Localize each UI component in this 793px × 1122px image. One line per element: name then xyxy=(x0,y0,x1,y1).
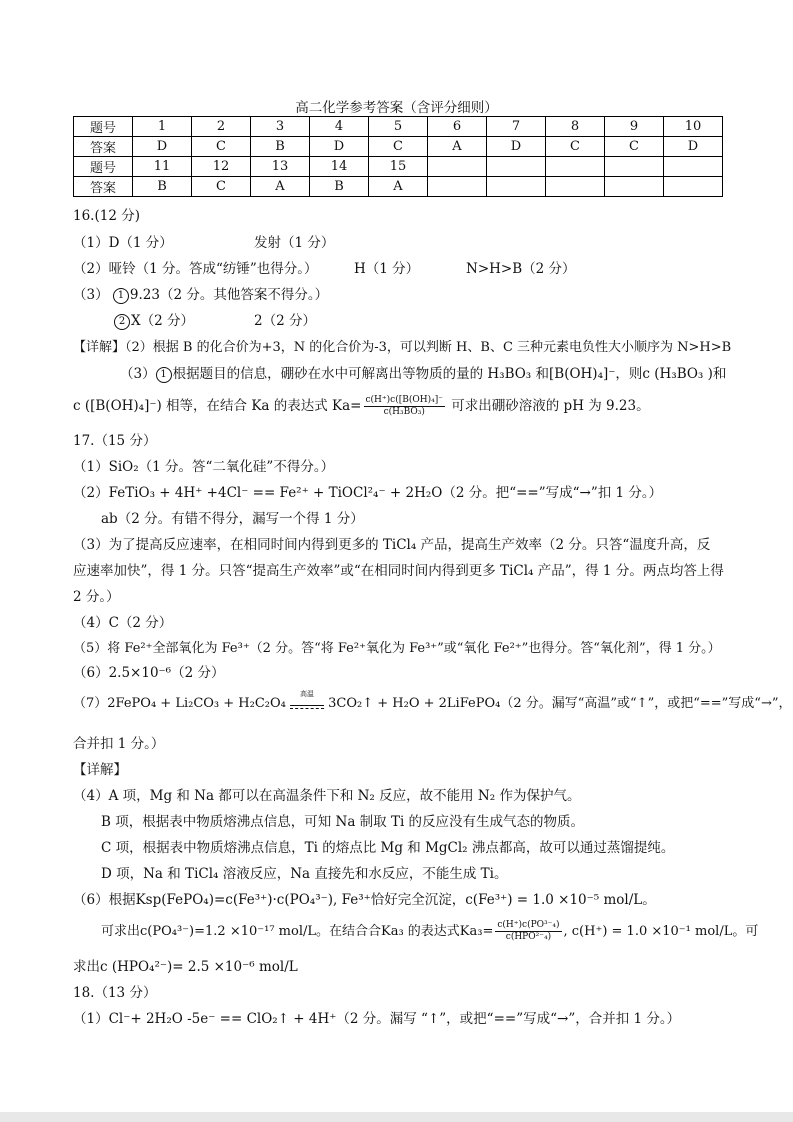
ka3-text: 可求出c(PO₄³⁻)=1.2 ×10⁻¹⁷ mol/L。在结合合Ka₃ 的表达式Ka₃= xyxy=(101,924,494,939)
table-cell: D xyxy=(133,137,192,157)
reaction-condition: 高温 xyxy=(300,690,315,698)
table-cell xyxy=(664,157,723,177)
q17-detail-line3: C 项，根据表中物质熔沸点信息，Ti 的熔点比 Mg 和 MgCl₂ 沸点都高，故可以通过蒸馏提纯。 xyxy=(101,840,675,856)
table-cell xyxy=(428,157,487,177)
q16-line1b: 发射（1 分） xyxy=(254,235,335,251)
q16-line1a: （1）D（1 分） xyxy=(73,235,173,251)
circled-number: 2 xyxy=(114,314,130,330)
table-cell: 11 xyxy=(133,157,192,177)
table-cell: C xyxy=(369,137,428,157)
q16-line4b: 2（2 分） xyxy=(254,313,316,329)
q17-detail-line1: （4）A 项，Mg 和 Na 都可以在高温条件下和 N₂ 反应，故不能用 N₂ 作为保护气。 xyxy=(73,788,581,804)
table-cell: B xyxy=(133,177,192,197)
table-row xyxy=(74,177,723,197)
ka-denominator: c(H₃BO₃) xyxy=(383,407,425,417)
q17-line1: （1）SiO₂（1 分。答“二氧化硅”不得分。） xyxy=(73,459,335,475)
table-cell: D xyxy=(310,137,369,157)
table-cell: 8 xyxy=(546,117,605,137)
q16-detail-line3-text: c ([B(OH)₄]⁻) 相等，在结合 Ka 的表达式 Ka= xyxy=(73,398,362,414)
q17-line6: 2 分。） xyxy=(73,589,120,605)
table-cell xyxy=(605,157,664,177)
q17-line4: （3）为了提高反应速率，在相同时间内得到更多的 TiCl₄ 产品，提高生产效率（2 分。只答“温度升高，反 xyxy=(73,537,711,553)
q17-detail-line4: D 项，Na 和 TiCl₄ 溶液反应，Na 直接先和水反应，不能生成 Ti。 xyxy=(101,866,508,882)
table-row xyxy=(74,117,723,137)
q16-heading: 16.(12 分) xyxy=(73,208,140,224)
q16-detail-line2 xyxy=(120,362,726,383)
q16-line4-text: X（2 分） xyxy=(131,313,194,329)
page-bottom-edge xyxy=(0,1112,793,1122)
table-cell: 10 xyxy=(664,117,723,137)
ka3-end: , c(H⁺) = 1.0 ×10⁻¹ mol/L。可 xyxy=(563,924,759,939)
q16-detail-line3-end: 可求出硼砂溶液的 pH 为 9.23。 xyxy=(451,398,650,414)
q16-line3 xyxy=(73,283,328,304)
q17-line10 xyxy=(73,692,791,711)
table-cell: D xyxy=(487,137,546,157)
table-cell: 6 xyxy=(428,117,487,137)
q17-line3: ab（2 分。有错不得分，漏写一个得 1 分） xyxy=(101,511,364,527)
q17-detail-line5: （6）根据Ksp(FePO₄)=c(Fe³⁺)·c(PO₄³⁻), Fe³⁺恰好完全沉淀，c(Fe³⁺) = 1.0 ×10⁻⁵ mol/L。 xyxy=(73,892,656,908)
reaction-arrow xyxy=(290,690,324,709)
circled-number: 1 xyxy=(156,367,172,383)
q16-detail-line2-end: c (H₃BO₃ )和 xyxy=(642,366,727,382)
answer-table xyxy=(73,116,723,197)
q16-detail-line2-text: 根据题目的信息，硼砂在水中可解离出等物质的量的 H₃BO₃ 和[B(OH)₄]⁻，则 xyxy=(172,366,643,382)
q18-heading: 18.（13 分） xyxy=(73,985,157,1001)
table-cell: 4 xyxy=(310,117,369,137)
ka3-denominator: c(HPO²⁻₄) xyxy=(505,932,552,942)
table-cell: 14 xyxy=(310,157,369,177)
row-header-cell: 答案 xyxy=(74,177,133,197)
table-cell xyxy=(664,177,723,197)
table-cell xyxy=(428,177,487,197)
row-header-cell: 题号 xyxy=(74,157,133,177)
ka3-numerator: c(H⁺)c(PO³⁻₄) xyxy=(497,920,560,930)
table-cell: A xyxy=(428,137,487,157)
q17-line9: （6）2.5×10⁻⁶（2 分） xyxy=(73,665,225,681)
row-header-cell: 答案 xyxy=(74,137,133,157)
q16-line3-prefix: （3） xyxy=(73,287,109,303)
ka-fraction xyxy=(364,395,445,418)
equation-right: 3CO₂↑ + H₂O + 2LiFePO₄（2 分。漏写“高温”或“↑”，或把“==”写成“→”， xyxy=(328,696,792,711)
equation-left: （7）2FePO₄ + Li₂CO₃ + H₂C₂O₄ xyxy=(73,696,286,711)
q16-line2b: H（1 分） xyxy=(354,261,420,277)
table-cell: 7 xyxy=(487,117,546,137)
table-cell: 13 xyxy=(251,157,310,177)
q17-line11: 合并扣 1 分。） xyxy=(73,736,165,752)
table-cell xyxy=(605,177,664,197)
ka-numerator: c(H⁺)c([B(OH)₄]⁻ xyxy=(365,395,443,405)
table-cell: C xyxy=(192,177,251,197)
q16-detail-line1: 【详解】（2）根据 B 的化合价为+3，N 的化合价为-3，可以判断 H、B、C 三种元素电负性大小顺序为 N>H>B xyxy=(73,340,732,355)
q16-line4 xyxy=(114,309,194,330)
table-cell: C xyxy=(546,137,605,157)
table-cell: B xyxy=(310,177,369,197)
q16-detail-line2-prefix: （3） xyxy=(120,366,156,382)
ka3-fraction xyxy=(495,920,561,943)
table-cell: 3 xyxy=(251,117,310,137)
table-cell: C xyxy=(192,137,251,157)
table-row xyxy=(74,157,723,177)
table-cell: 12 xyxy=(192,157,251,177)
table-cell xyxy=(546,177,605,197)
table-cell: 5 xyxy=(369,117,428,137)
table-cell: C xyxy=(605,137,664,157)
table-cell xyxy=(487,157,546,177)
table-cell: A xyxy=(369,177,428,197)
table-cell: 2 xyxy=(192,117,251,137)
table-cell xyxy=(546,157,605,177)
circled-number: 1 xyxy=(113,288,129,304)
table-cell: 1 xyxy=(133,117,192,137)
q17-detail-heading: 【详解】 xyxy=(73,762,127,778)
q16-detail-line3 xyxy=(73,394,650,418)
q17-detail-line6 xyxy=(101,920,758,943)
q17-detail-line7: 求出c (HPO₄²⁻)= 2.5 ×10⁻⁶ mol/L xyxy=(73,959,298,975)
table-cell: D xyxy=(664,137,723,157)
q16-line2a: （2）哑铃（1 分。答成“纺锤”也得分。） xyxy=(73,261,318,277)
table-cell: A xyxy=(251,177,310,197)
q17-heading: 17.（15 分） xyxy=(73,433,157,449)
table-cell: B xyxy=(251,137,310,157)
table-cell: 9 xyxy=(605,117,664,137)
row-header-cell: 题号 xyxy=(74,117,133,137)
q17-line8: （5）将 Fe²⁺全部氧化为 Fe³⁺（2 分。答“将 Fe²⁺氧化为 Fe³⁺”或“氧化 Fe²⁺”也得分。答“氧化剂”，得 1 分。） xyxy=(73,641,721,656)
table-cell xyxy=(487,177,546,197)
q18-line1: （1）Cl⁻+ 2H₂O -5e⁻ == ClO₂↑ + 4H⁺（2 分。漏写 “↑”，或把“==”写成“→”，合并扣 1 分。） xyxy=(73,1011,681,1027)
table-row xyxy=(74,137,723,157)
q16-line2c: N>H>B（2 分） xyxy=(466,261,576,277)
q17-line7: （4）C（2 分） xyxy=(73,615,173,631)
document-title: 高二化学参考答案（含评分细则） xyxy=(295,100,498,116)
q17-detail-line2: B 项，根据表中物质熔沸点信息，可知 Na 制取 Ti 的反应没有生成气态的物质。 xyxy=(101,814,585,830)
q16-line3-text: 9.23（2 分。其他答案不得分。） xyxy=(129,287,329,303)
q17-line5: 应速率加快”，得 1 分。只答“提高生产效率”或“在相同时间内得到更多 TiCl₄ 产品”，得 1 分。两点均答上得 xyxy=(73,563,724,579)
table-cell: 15 xyxy=(369,157,428,177)
q17-line2: （2）FeTiO₃ + 4H⁺ +4Cl⁻ == Fe²⁺ + TiOCl²₄⁻ + 2H₂O（2 分。把“==”写成“→”扣 1 分。） xyxy=(73,485,663,501)
